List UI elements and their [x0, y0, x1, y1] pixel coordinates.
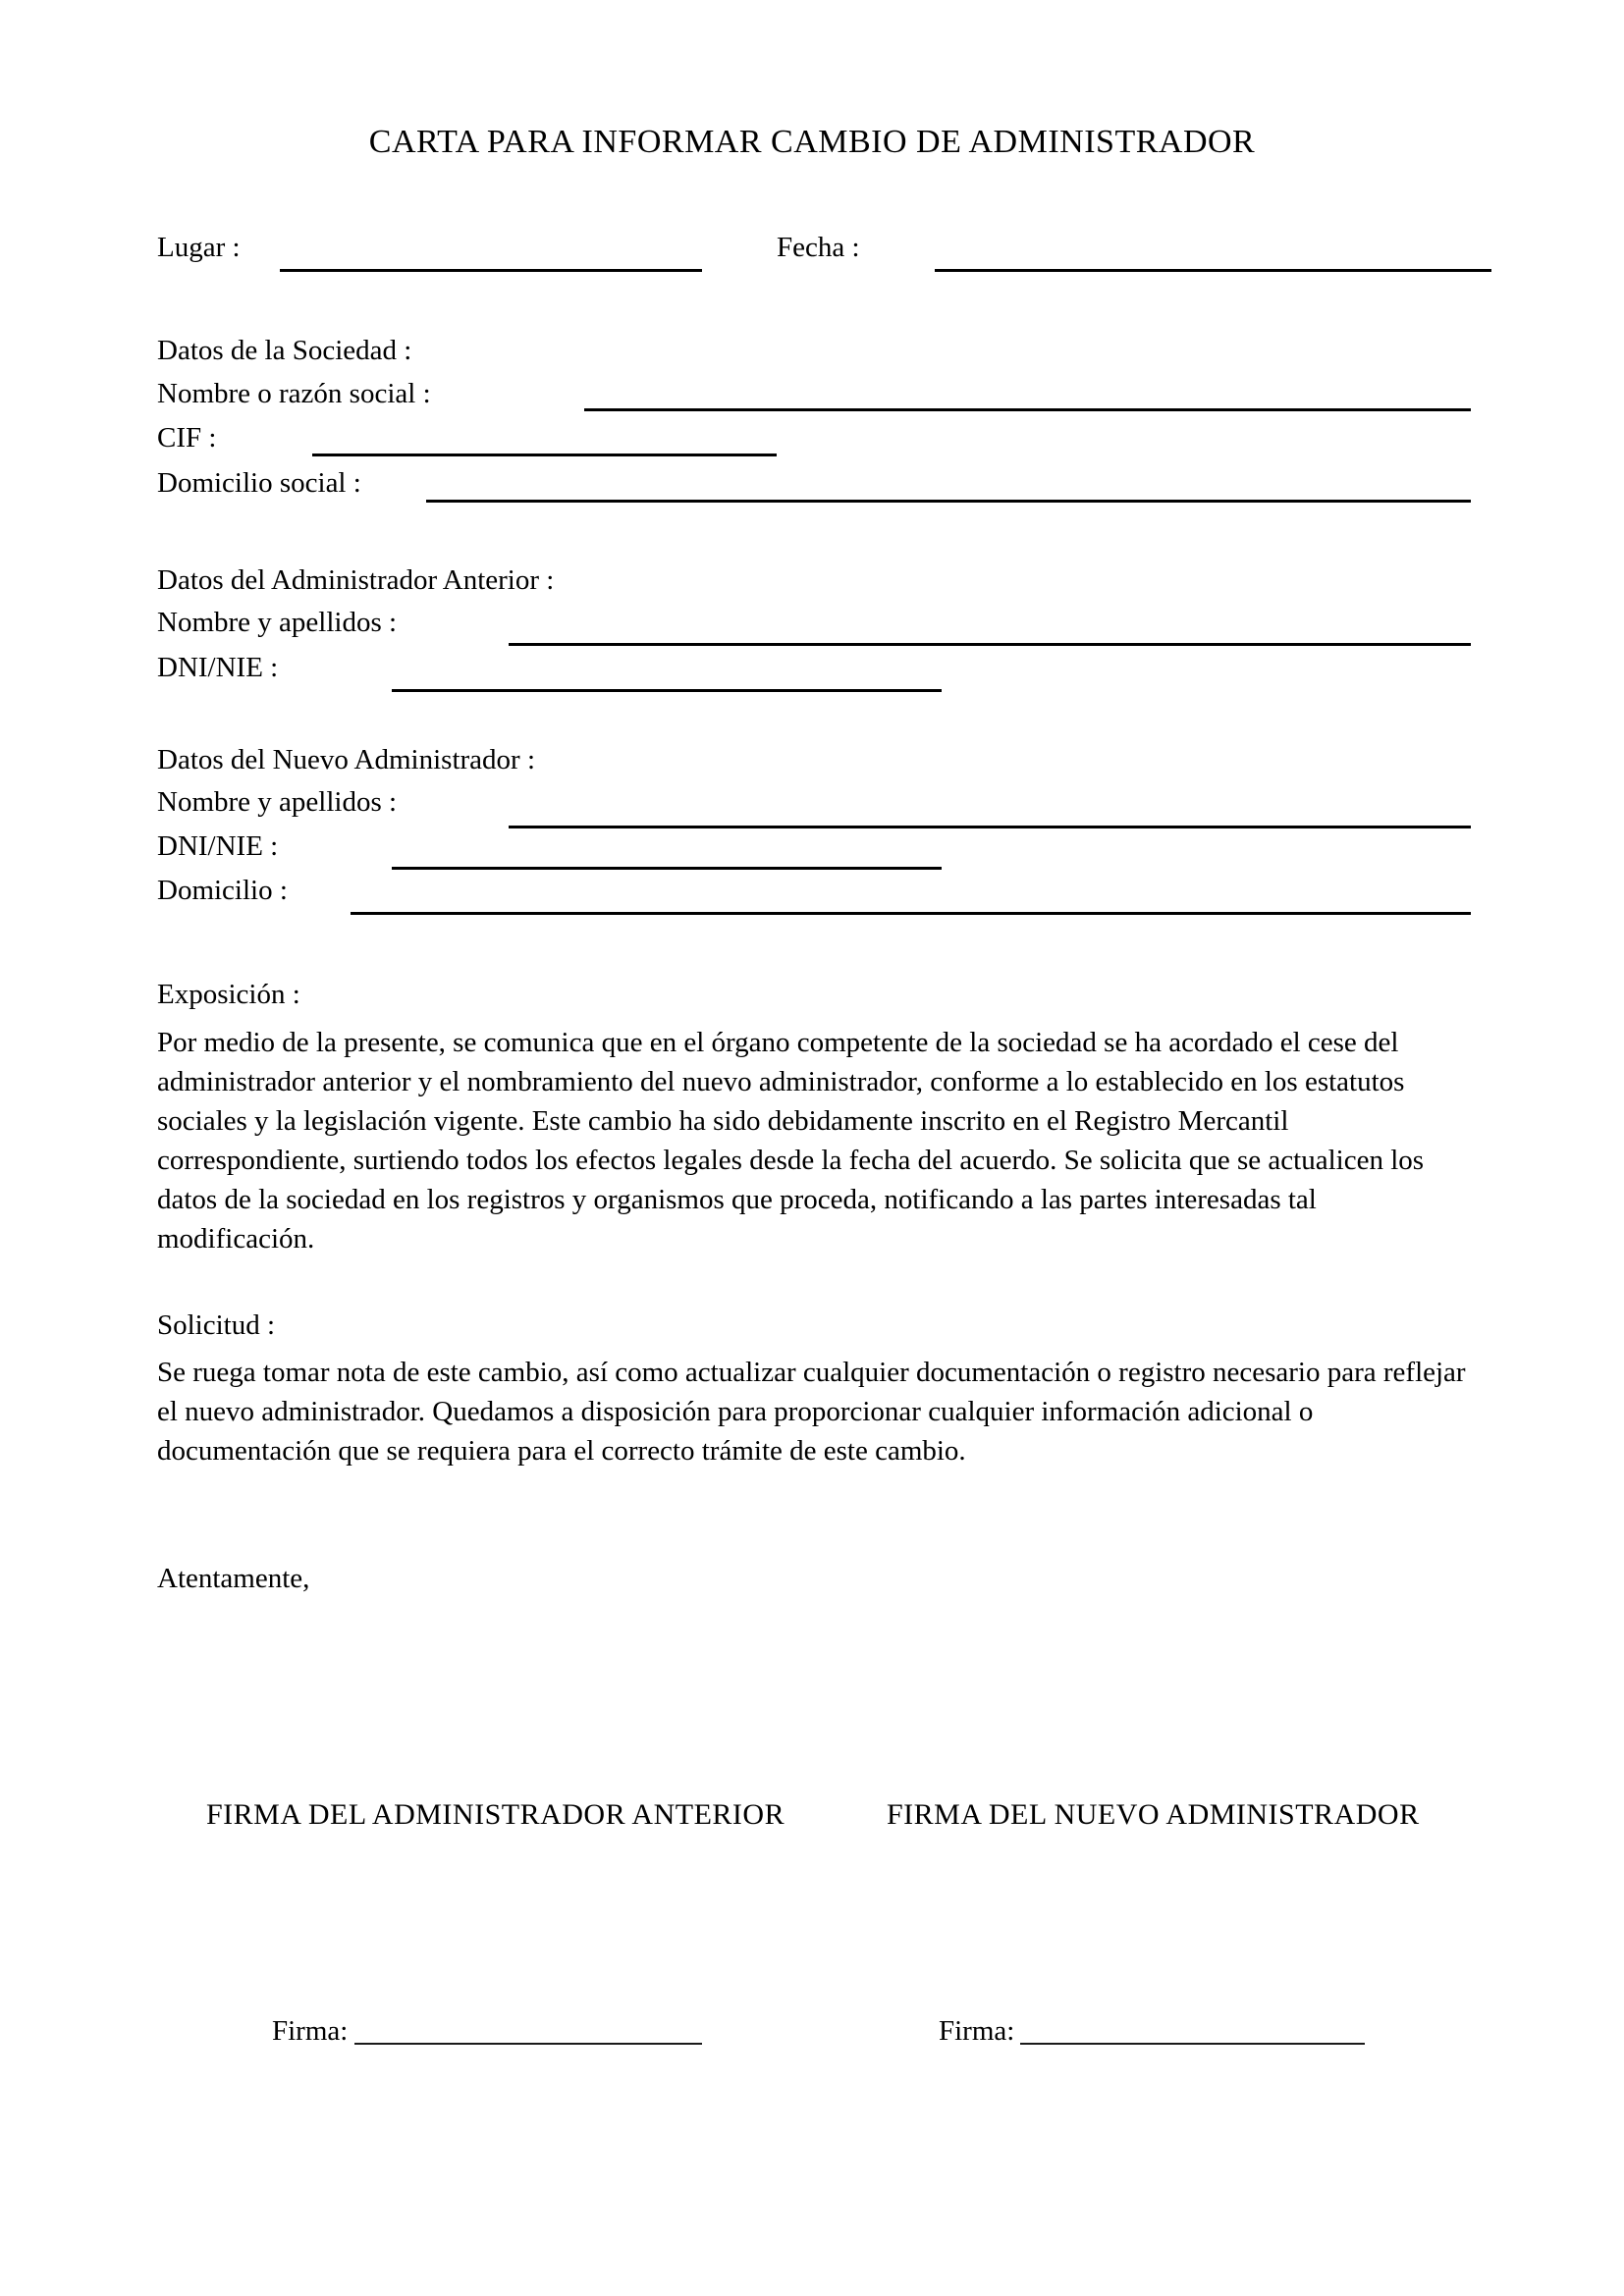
admin-nuevo-nombre-input-line[interactable]	[509, 796, 1471, 828]
admin-anterior-dni-label: DNI/NIE :	[157, 652, 279, 683]
firma-anterior-heading: FIRMA DEL ADMINISTRADOR ANTERIOR	[206, 1798, 785, 1831]
document-title: CARTA PARA INFORMAR CAMBIO DE ADMINISTRADOR	[368, 124, 1256, 160]
fecha-label: Fecha :	[777, 232, 860, 263]
closing-text: Atentamente,	[157, 1563, 310, 1594]
firma-nuevo-signature-line[interactable]	[1020, 2015, 1365, 2045]
sociedad-heading: Datos de la Sociedad :	[157, 335, 412, 366]
admin-anterior-nombre-input-line[interactable]	[509, 614, 1471, 646]
firma-nuevo-heading: FIRMA DEL NUEVO ADMINISTRADOR	[887, 1798, 1420, 1831]
sociedad-domicilio-input-line[interactable]	[426, 470, 1471, 503]
firma-nuevo-label: Firma:	[939, 2015, 1015, 2047]
sociedad-domicilio-label: Domicilio social :	[157, 467, 361, 499]
firma-anterior-signature-line[interactable]	[354, 2015, 702, 2045]
sociedad-nombre-label: Nombre o razón social :	[157, 378, 431, 409]
sociedad-cif-label: CIF :	[157, 422, 217, 454]
sociedad-cif-input-line[interactable]	[312, 424, 777, 456]
admin-anterior-dni-input-line[interactable]	[392, 660, 942, 692]
solicitud-heading: Solicitud :	[157, 1309, 276, 1341]
exposicion-body: Por medio de la presente, se comunica que en el órgano competente de la sociedad se ha acordado el cese del administrador anterior y el nombramiento del nuevo administrador, conforme a lo establecido en los estatutos sociales y la legislación vigente. Este cambio ha sido debidamente inscrito en el Registro Mercantil correspondiente, surtiendo todos los efectos legales desde la fecha del acuerdo. Se solicita que se actualicen los datos de la sociedad en los registros y organismos que proceda, notificando a las partes interesadas tal modificación.	[157, 1027, 1425, 1255]
admin-anterior-heading: Datos del Administrador Anterior :	[157, 564, 555, 596]
admin-anterior-nombre-label: Nombre y apellidos :	[157, 607, 398, 638]
exposicion-heading: Exposición :	[157, 979, 300, 1010]
solicitud-body: Se ruega tomar nota de este cambio, así como actualizar cualquier documentación o registro necesario para reflejar el nuevo administrador. Quedamos a disposición para proporcionar cualquier información adicional o documentación que se requiera para el correcto trámite de este cambio.	[157, 1357, 1466, 1467]
admin-nuevo-dni-label: DNI/NIE :	[157, 830, 279, 862]
admin-nuevo-dni-input-line[interactable]	[392, 837, 942, 870]
admin-nuevo-heading: Datos del Nuevo Administrador :	[157, 744, 536, 775]
lugar-label: Lugar :	[157, 232, 241, 263]
admin-nuevo-domicilio-label: Domicilio :	[157, 875, 288, 906]
lugar-input-line[interactable]	[280, 240, 702, 272]
admin-nuevo-domicilio-input-line[interactable]	[351, 882, 1471, 915]
firma-anterior-label: Firma:	[272, 2015, 349, 2047]
admin-nuevo-nombre-label: Nombre y apellidos :	[157, 786, 398, 818]
sociedad-nombre-input-line[interactable]	[584, 379, 1471, 411]
fecha-input-line[interactable]	[935, 240, 1491, 272]
